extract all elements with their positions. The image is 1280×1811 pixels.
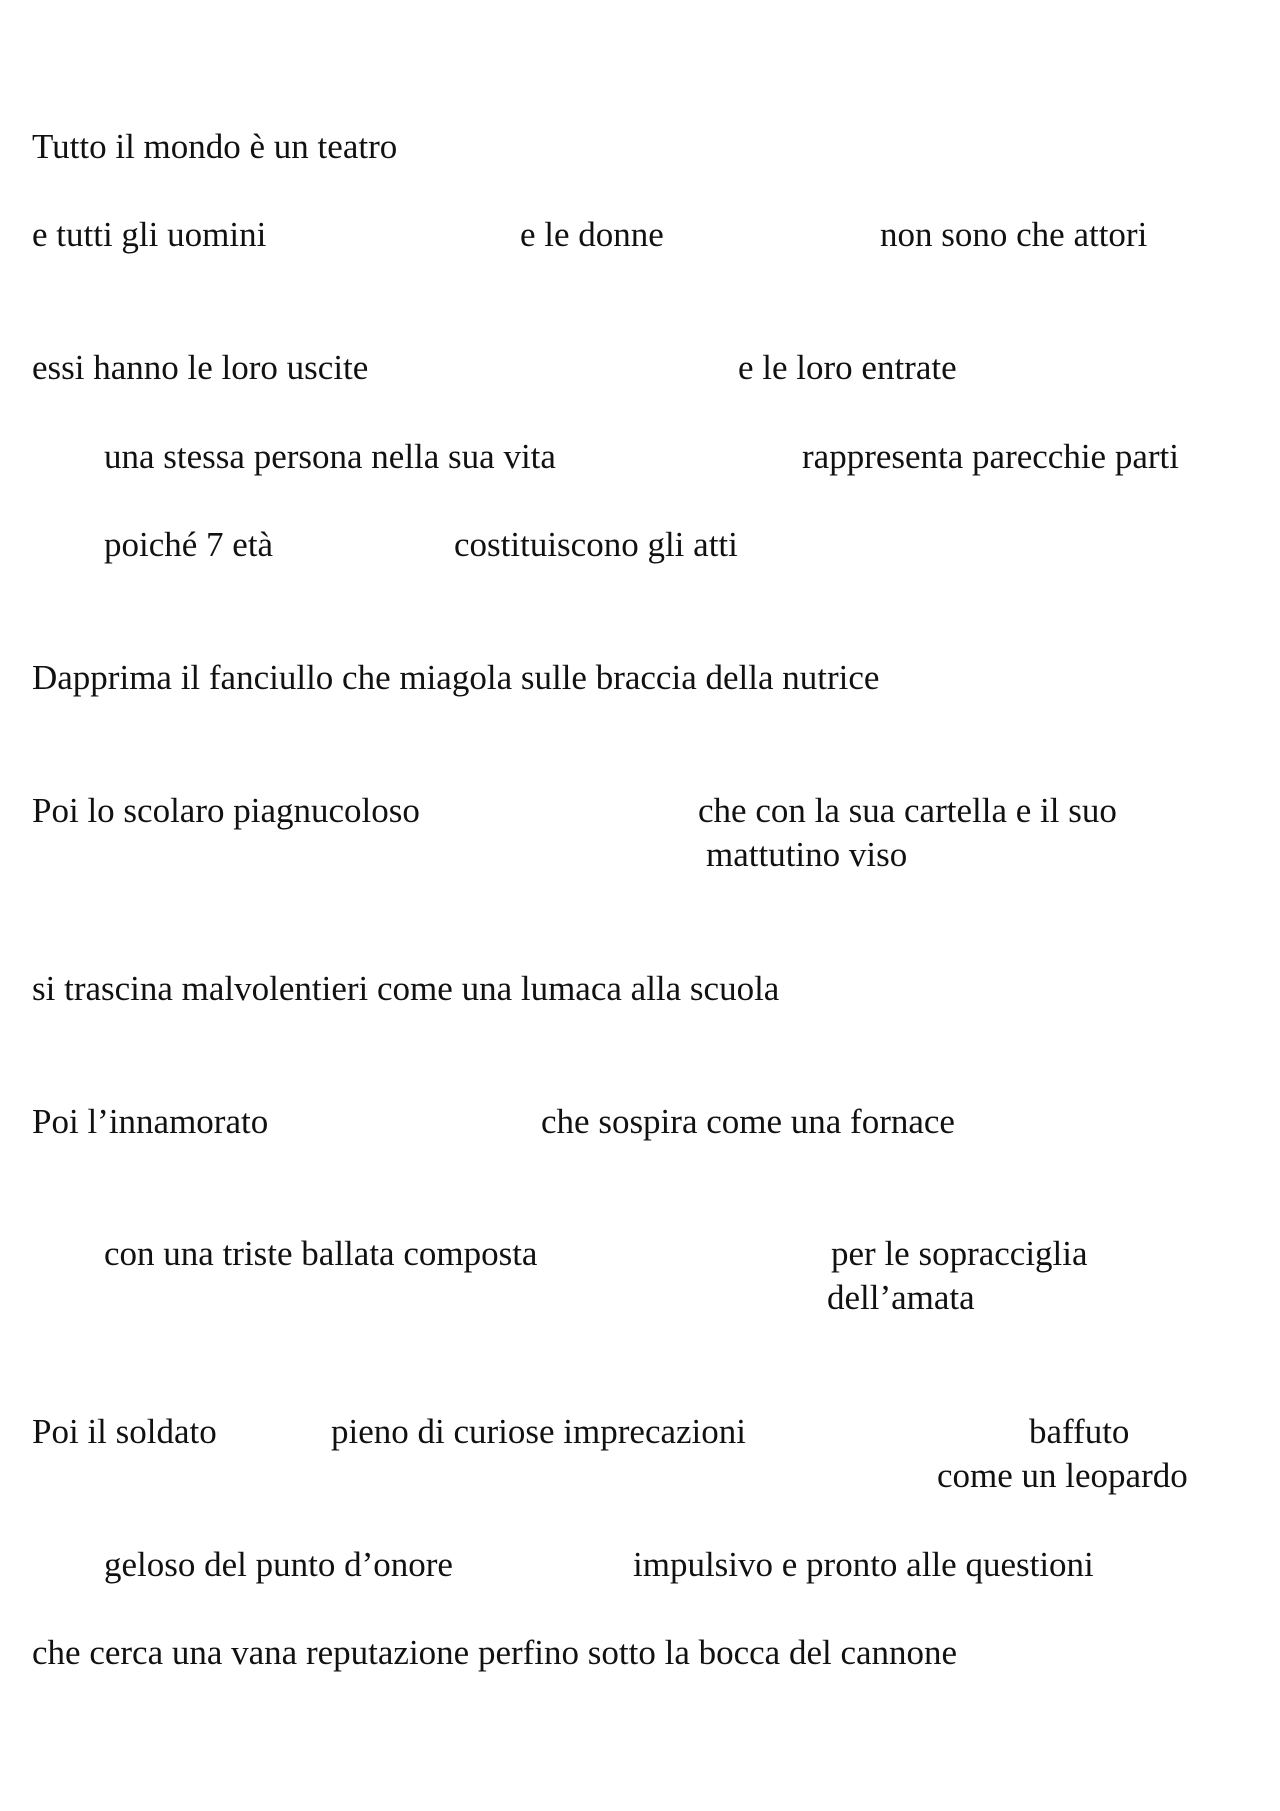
poem-line-2a: e tutti gli uomini (32, 215, 267, 254)
poem-line-7c: mattutino viso (706, 835, 908, 874)
poem-line-11d: come un leopardo (937, 1456, 1188, 1495)
poem-line-12a: geloso del punto d’onore (104, 1545, 453, 1584)
poem-line-2c: non sono che attori (880, 215, 1148, 254)
poem-line-10a: con una triste ballata composta (104, 1234, 538, 1273)
poem-line-4a: una stessa persona nella sua vita (104, 437, 556, 476)
poem-line-4b: rappresenta parecchie parti (802, 437, 1179, 476)
poem-line-9a: Poi l’innamorato (32, 1102, 269, 1141)
poem-line-10b: per le sopracciglia (831, 1234, 1088, 1273)
poem-line-5b: costituiscono gli atti (454, 525, 738, 564)
poem-line-7b: che con la sua cartella e il suo (698, 791, 1117, 830)
poem-line-3a: essi hanno le loro uscite (32, 348, 369, 387)
poem-line-13: che cerca una vana reputazione perfino sotto la bocca del cannone (32, 1633, 958, 1672)
poem-line-11a: Poi il soldato (32, 1412, 217, 1451)
poem-line-11b: pieno di curiose imprecazioni (331, 1412, 746, 1451)
poem-line-10c: dell’amata (827, 1278, 975, 1317)
poem-line-8: si trascina malvolentieri come una lumaca alla scuola (32, 969, 780, 1008)
poem-line-12b: impulsivo e pronto alle questioni (633, 1545, 1094, 1584)
poem-line-1: Tutto il mondo è un teatro (32, 127, 398, 166)
poem-line-2b: e le donne (520, 215, 664, 254)
poem-line-7a: Poi lo scolaro piagnucoloso (32, 791, 420, 830)
poem-line-6: Dapprima il fanciullo che miagola sulle braccia della nutrice (32, 658, 880, 697)
poem-line-9b: che sospira come una fornace (541, 1102, 955, 1141)
poem-line-11c: baffuto (1029, 1412, 1130, 1451)
poem-line-5a: poiché 7 età (104, 525, 274, 564)
poem-line-3b: e le loro entrate (738, 348, 957, 387)
